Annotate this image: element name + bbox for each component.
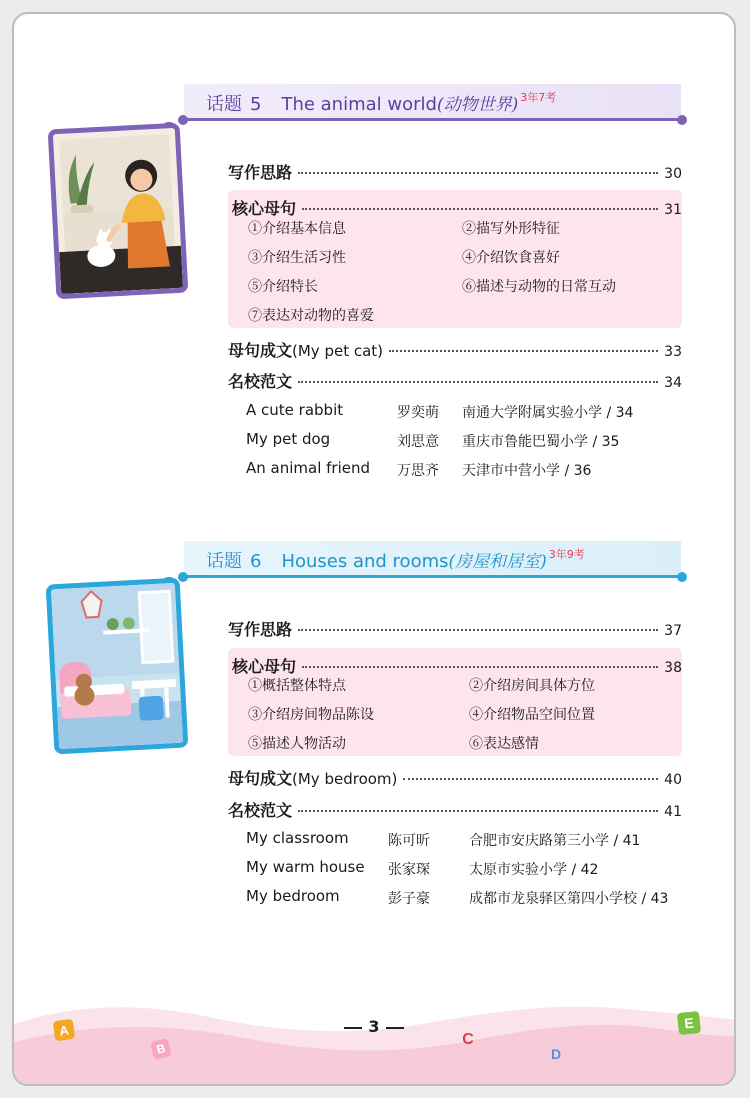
essay-title[interactable]: My warm house [246, 858, 365, 876]
girl-with-cat-image [53, 128, 183, 294]
letter-block-b: B [150, 1038, 172, 1060]
topic-6-dot-start [178, 572, 188, 582]
dot-leader [403, 778, 658, 780]
toc-title: 名校范文 [228, 372, 293, 391]
essay-author: 刘思意 [397, 434, 439, 450]
bedroom-image [51, 583, 183, 749]
topic-label: 话题 [206, 550, 242, 572]
toc-page-number: 37 [664, 623, 682, 639]
core-sentence-item[interactable]: ⑥表达感情 [469, 736, 539, 752]
dot-leader [298, 629, 658, 631]
core-sentence-item[interactable]: ③介绍生活习性 [248, 250, 346, 266]
toc-row-sentence-to-essay[interactable] [228, 766, 682, 790]
school-name: 合肥市安庆路第三小学 [469, 833, 609, 849]
toc-title-sub: (My pet cat) [292, 342, 384, 360]
toc-row-writing-ideas[interactable] [228, 617, 682, 641]
girl-with-cat-illustration [48, 123, 189, 300]
dot-leader [298, 172, 658, 174]
core-sentence-item[interactable]: ①概括整体特点 [248, 678, 346, 694]
essay-author: 彭子豪 [388, 891, 430, 907]
letter-block-e: E [677, 1011, 701, 1035]
topic-6-title [206, 546, 585, 573]
essay-page: / 34 [606, 405, 634, 421]
school-name: 重庆市鲁能巴蜀小学 [462, 434, 588, 450]
topic-label: 话题 [206, 93, 242, 115]
topic-5-header [184, 84, 681, 120]
topic-title-en: The animal world [281, 93, 437, 115]
exam-note: 3年9考 [548, 547, 585, 561]
dash-right [386, 1027, 404, 1029]
dot-leader [389, 350, 658, 352]
essay-school [469, 859, 598, 879]
core-sentence-item[interactable]: ④介绍饮食喜好 [462, 250, 560, 266]
dot-leader [298, 810, 658, 812]
topic-number: 5 [250, 93, 262, 115]
toc-title-label: 母句成文 [228, 769, 293, 788]
toc-title: 写作思路 [228, 620, 293, 639]
toc-title: 核心母句 [232, 657, 297, 676]
essay-title[interactable]: An animal friend [246, 459, 371, 477]
essay-title[interactable]: My pet dog [246, 430, 331, 448]
toc-row-core-sentences[interactable] [232, 196, 682, 220]
topic-5-underline [184, 118, 681, 121]
toc-page-number: 34 [664, 375, 682, 391]
essay-author: 万思齐 [397, 463, 439, 479]
toc-title: 名校范文 [228, 801, 293, 820]
essay-school [469, 830, 640, 850]
essay-title[interactable]: My classroom [246, 829, 349, 847]
topic-5-title [206, 89, 556, 116]
core-sentence-item[interactable]: ②介绍房间具体方位 [469, 678, 595, 694]
letter-c: C [462, 1031, 474, 1048]
core-sentence-item[interactable]: ①介绍基本信息 [248, 221, 346, 237]
core-sentence-item[interactable]: ③介绍房间物品陈设 [248, 707, 374, 723]
core-sentence-item[interactable]: ⑤介绍特长 [248, 279, 318, 295]
letter-block-a: A [53, 1019, 76, 1042]
core-sentence-item[interactable]: ⑦表达对动物的喜爱 [248, 308, 374, 324]
essay-page: / 41 [613, 833, 641, 849]
essay-page: / 36 [564, 463, 592, 479]
topic-title-en: Houses and rooms [281, 550, 449, 572]
essay-page: / 43 [641, 891, 669, 907]
bedroom-illustration [46, 578, 189, 755]
topic-6-header [184, 541, 681, 577]
page-number-text: 3 [368, 1017, 380, 1036]
topic-6-underline [184, 575, 681, 578]
school-name: 南通大学附属实验小学 [462, 405, 602, 421]
toc-page-number: 38 [664, 660, 682, 676]
toc-row-model-essays[interactable] [228, 369, 682, 393]
essay-author: 张家琛 [388, 862, 430, 878]
toc-page-number: 40 [664, 772, 682, 788]
dot-leader [302, 208, 658, 210]
essay-page: / 42 [571, 862, 599, 878]
topic-6-dot-end [677, 572, 687, 582]
essay-school [462, 460, 591, 480]
toc-page-number: 30 [664, 166, 682, 182]
toc-title [228, 338, 383, 361]
toc-page-number: 33 [664, 344, 682, 360]
toc-title: 写作思路 [228, 163, 293, 182]
core-sentence-item[interactable]: ②描写外形特征 [462, 221, 560, 237]
essay-author: 陈可昕 [388, 833, 430, 849]
dot-leader [298, 381, 658, 383]
essay-school [462, 431, 619, 451]
exam-note: 3年7考 [520, 90, 557, 104]
toc-row-writing-ideas[interactable] [228, 160, 682, 184]
toc-page-number: 41 [664, 804, 682, 820]
school-name: 太原市实验小学 [469, 862, 567, 878]
essay-page: / 35 [592, 434, 620, 450]
topic-5-dot-start [178, 115, 188, 125]
toc-row-model-essays[interactable] [228, 798, 682, 822]
essay-school [462, 402, 633, 422]
toc-row-sentence-to-essay[interactable] [228, 338, 682, 362]
topic-5-dot-end [677, 115, 687, 125]
dash-left [344, 1027, 362, 1029]
toc-title: 核心母句 [232, 199, 297, 218]
core-sentence-item[interactable]: ⑥描述与动物的日常互动 [462, 279, 616, 295]
essay-title[interactable]: My bedroom [246, 887, 340, 905]
dot-leader [302, 666, 658, 668]
core-sentence-item[interactable]: ⑤描述人物活动 [248, 736, 346, 752]
letter-d: D [550, 1046, 562, 1062]
essay-school [469, 888, 668, 908]
topic-number: 6 [250, 550, 262, 572]
core-sentence-item[interactable]: ④介绍物品空间位置 [469, 707, 595, 723]
toc-title-sub: (My bedroom) [292, 770, 398, 788]
toc-title-label: 母句成文 [228, 341, 293, 360]
school-name: 天津市中营小学 [462, 463, 560, 479]
toc-title [228, 766, 397, 789]
page [12, 12, 736, 1086]
topic-title-cn: (房屋和居室) [448, 551, 547, 572]
essay-author: 罗奕萌 [397, 405, 439, 421]
topic-title-cn: (动物世界) [436, 94, 519, 115]
essay-title[interactable]: A cute rabbit [246, 401, 344, 419]
toc-page-number: 31 [664, 202, 682, 218]
page-number [14, 1017, 734, 1036]
school-name: 成都市龙泉驿区第四小学校 [469, 891, 637, 907]
